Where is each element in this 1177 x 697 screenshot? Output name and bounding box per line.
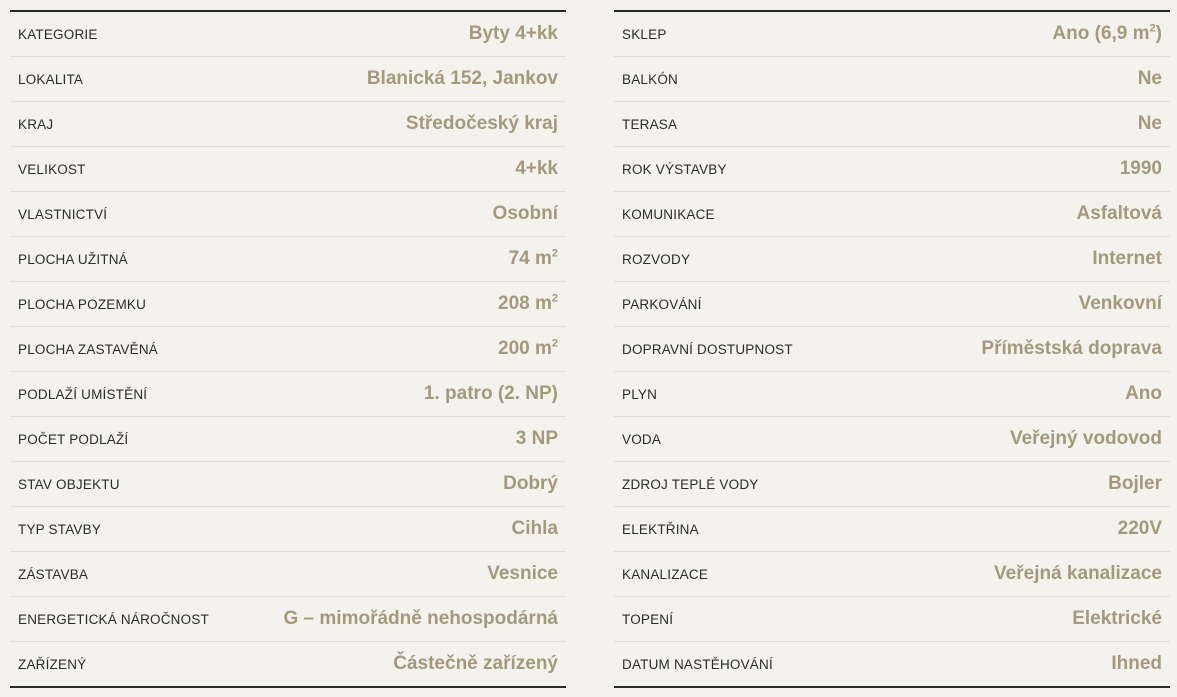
- param-label: ENERGETICKÁ NÁROČNOST: [18, 611, 209, 627]
- param-label: ZAŘÍZENÝ: [18, 656, 87, 672]
- property-params-left: [10, 10, 566, 688]
- param-label: VELIKOST: [18, 161, 86, 177]
- param-row-kanalizace: [614, 552, 1170, 597]
- param-label: ROZVODY: [622, 251, 691, 267]
- param-row-stav-objektu: [10, 462, 566, 507]
- param-value: [509, 248, 558, 270]
- param-value-suffix: ): [1155, 23, 1162, 44]
- param-value: [1052, 23, 1162, 45]
- param-value-sup: 2: [551, 247, 558, 260]
- param-value: Internet: [1092, 248, 1162, 269]
- param-value: Venkovní: [1078, 293, 1162, 314]
- param-row-parkovani: [614, 282, 1170, 327]
- param-value: Ihned: [1111, 653, 1162, 674]
- param-label: KATEGORIE: [18, 26, 98, 42]
- param-row-datum-nastehovani: [614, 642, 1170, 686]
- param-value: Asfaltová: [1076, 203, 1162, 224]
- param-value: 1. patro (2. NP): [423, 383, 558, 404]
- param-row-plyn: [614, 372, 1170, 417]
- param-label: KANALIZACE: [622, 566, 709, 582]
- param-label: VODA: [622, 431, 662, 447]
- param-row-rok-vystavby: [614, 147, 1170, 192]
- param-value: [498, 338, 558, 360]
- param-value: Příměstská doprava: [981, 338, 1162, 359]
- param-label: ZÁSTAVBA: [18, 566, 89, 582]
- param-row-topeni: [614, 597, 1170, 642]
- param-row-plocha-uzitna: [10, 237, 566, 282]
- param-row-plocha-zastavena: [10, 327, 566, 372]
- param-label: PLOCHA UŽITNÁ: [18, 251, 128, 267]
- param-label: ELEKTŘINA: [622, 521, 699, 537]
- param-row-dopravni-dostupnost: [614, 327, 1170, 372]
- param-value: 220V: [1117, 518, 1162, 539]
- param-label: KRAJ: [18, 116, 54, 132]
- param-value: Ne: [1137, 68, 1162, 89]
- param-row-kraj: [10, 102, 566, 147]
- param-row-podlazi-umisteni: [10, 372, 566, 417]
- param-row-typ-stavby: [10, 507, 566, 552]
- param-row-lokalita: [10, 57, 566, 102]
- param-label: TYP STAVBY: [18, 521, 102, 537]
- param-label: DOPRAVNÍ DOSTUPNOST: [622, 341, 793, 357]
- param-label: KOMUNIKACE: [622, 206, 715, 222]
- param-label: LOKALITA: [18, 71, 84, 87]
- param-row-zarizeny: [10, 642, 566, 686]
- param-value: Ne: [1137, 113, 1162, 134]
- param-value: Veřejná kanalizace: [994, 563, 1162, 584]
- param-row-terasa: [614, 102, 1170, 147]
- param-label: POČET PODLAŽÍ: [18, 431, 129, 447]
- param-label: ZDROJ TEPLÉ VODY: [622, 476, 759, 492]
- param-label: PLOCHA POZEMKU: [18, 296, 147, 312]
- param-label: TERASA: [622, 116, 678, 132]
- param-value-text: Ano (6,9 m: [1052, 23, 1150, 44]
- param-row-komunikace: [614, 192, 1170, 237]
- param-row-kategorie: [10, 12, 566, 57]
- param-value: Dobrý: [503, 473, 558, 494]
- param-row-pocet-podlazi: [10, 417, 566, 462]
- param-value: Ano: [1125, 383, 1162, 404]
- param-value-text: 74 m: [508, 248, 552, 269]
- param-value: Cihla: [511, 518, 558, 539]
- param-value: G – mimořádně nehospodárná: [283, 608, 558, 629]
- param-row-elektrina: [614, 507, 1170, 552]
- param-row-sklep: [614, 12, 1170, 57]
- param-value: Bojler: [1108, 473, 1162, 494]
- param-label: ROK VÝSTAVBY: [622, 161, 727, 177]
- param-label: DATUM NASTĚHOVÁNÍ: [622, 656, 773, 672]
- param-value: 4+kk: [515, 158, 558, 179]
- param-label: PLOCHA ZASTAVĚNÁ: [18, 341, 158, 357]
- param-label: BALKÓN: [622, 71, 678, 87]
- param-value-sup: 2: [551, 292, 558, 305]
- param-row-rozvody: [614, 237, 1170, 282]
- param-label: PODLAŽÍ UMÍSTĚNÍ: [18, 386, 148, 402]
- param-value: 1990: [1119, 158, 1162, 179]
- param-row-zastavba: [10, 552, 566, 597]
- param-row-voda: [614, 417, 1170, 462]
- param-row-plocha-pozemku: [10, 282, 566, 327]
- param-value-sup: 2: [551, 337, 558, 350]
- param-value: Částečně zařízený: [393, 653, 558, 674]
- property-params-right: [614, 10, 1170, 688]
- param-row-vlastnictvi: [10, 192, 566, 237]
- param-label: SKLEP: [622, 26, 667, 42]
- param-row-balkon: [614, 57, 1170, 102]
- param-value: 3 NP: [515, 428, 558, 449]
- param-value: Vesnice: [487, 563, 558, 584]
- param-row-velikost: [10, 147, 566, 192]
- param-value-sup: 2: [1149, 22, 1156, 35]
- param-row-energeticka-narocnost: [10, 597, 566, 642]
- param-label: STAV OBJEKTU: [18, 476, 120, 492]
- param-label: PLYN: [622, 386, 658, 402]
- param-value: [498, 293, 558, 315]
- param-value-text: 208 m: [498, 293, 552, 314]
- param-label: VLASTNICTVÍ: [18, 206, 108, 222]
- param-value: Středočeský kraj: [405, 113, 558, 134]
- param-value: Byty 4+kk: [468, 23, 558, 44]
- param-row-zdroj-teple-vody: [614, 462, 1170, 507]
- param-label: TOPENÍ: [622, 611, 674, 627]
- param-label: PARKOVÁNÍ: [622, 296, 702, 312]
- param-value: Elektrické: [1072, 608, 1162, 629]
- param-value: Blanická 152, Jankov: [366, 68, 558, 89]
- param-value: Osobní: [492, 203, 558, 224]
- param-value: Veřejný vodovod: [1009, 428, 1162, 449]
- param-value-text: 200 m: [498, 338, 552, 359]
